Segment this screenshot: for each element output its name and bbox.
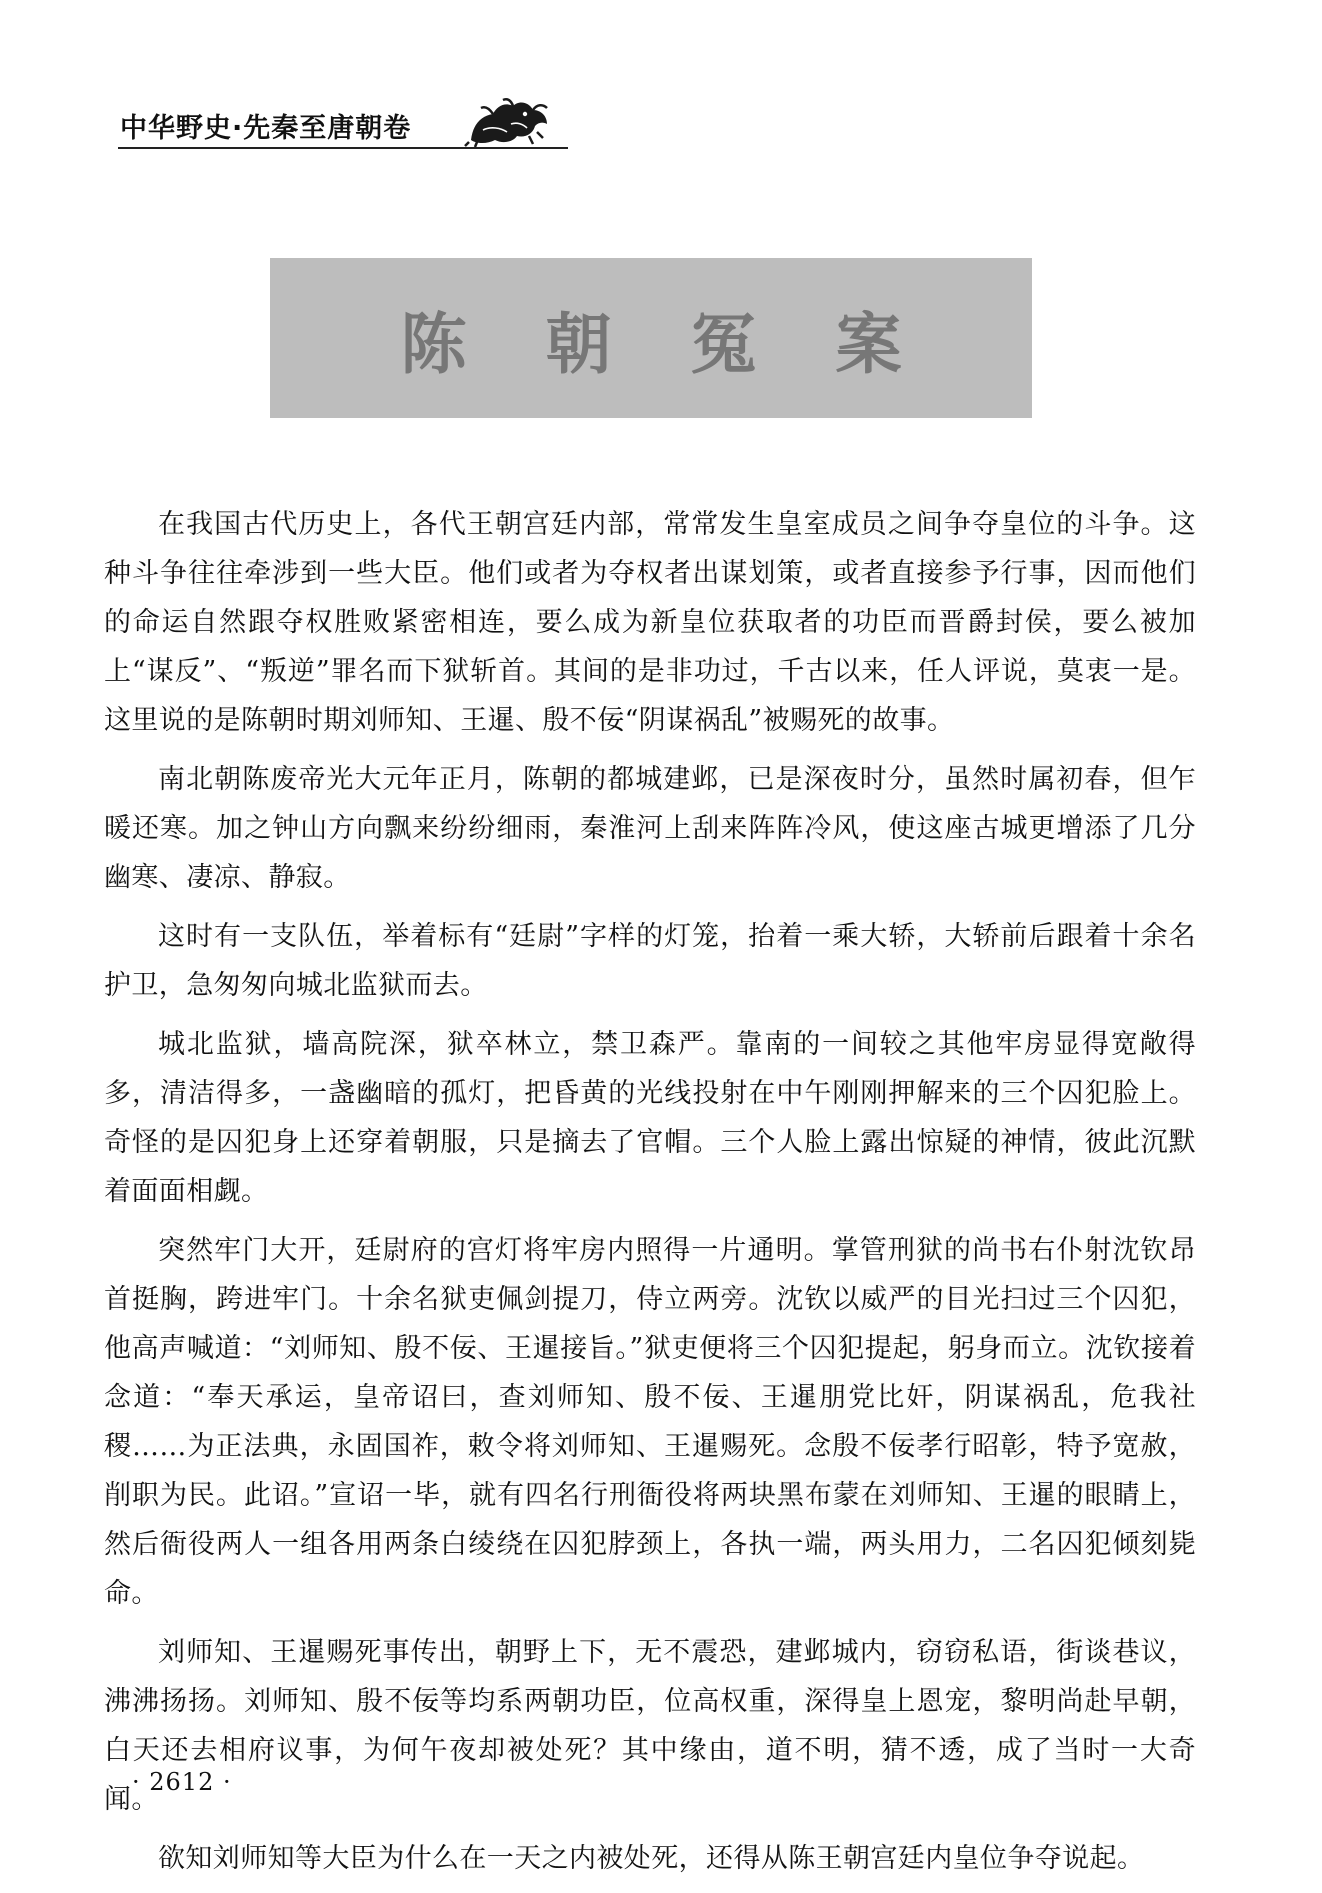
paragraph: 突然牢门大开，廷尉府的宫灯将牢房内照得一片通明。掌管刑狱的尚书右仆射沈钦昂首挺胸，跨进牢门。十余名狱吏佩剑提刀，侍立两旁。沈钦以威严的目光扫过三个囚犯，他高声喊道：“刘师知、殷不佞、王暹接旨。”狱吏便将三个囚犯提起，躬身而立。沈钦接着念道：“奉天承运，皇帝诏曰，查刘师知、殷不佞、王暹朋党比奸，阴谋祸乱，危我社稷……为正法典，永固国祚，敕令将刘师知、王暹赐死。念殷不佞孝行昭彰，特予宽赦，削职为民。此诏。”宣诏一毕，就有四名行刑衙役将两块黑布蒙在刘师知、王暹的眼睛上，然后衙役两人一组各用两条白绫绕在囚犯脖颈上，各执一端，两头用力，二名囚犯倾刻毙命。 xyxy=(104,1235,1196,1609)
page-number: · 2612 · xyxy=(132,1768,232,1796)
paragraph: 刘师知、王暹赐死事传出，朝野上下，无不震恐，建邺城内，窃窃私语，街谈巷议，沸沸扬扬。刘师知、殷不佞等均系两朝功臣，位高权重，深得皇上恩宠，黎明尚赴早朝，白天还去相府议事，为何午夜却被处死？其中缘由，道不明，猜不透，成了当时一大奇闻。 xyxy=(104,1637,1196,1815)
paragraph: 欲知刘师知等大臣为什么在一天之内被处死，还得从陈王朝宫廷内皇位争夺说起。 xyxy=(158,1843,1145,1874)
book-title: 中华野史·先秦至唐朝卷 xyxy=(120,113,412,144)
chapter-title: 陈 朝 冤 案 xyxy=(400,304,930,383)
paragraph: 这时有一支队伍，举着标有“廷尉”字样的灯笼，抬着一乘大轿，大轿前后跟着十余名护卫，急匆匆向城北监狱而去。 xyxy=(104,921,1196,1001)
body-text xyxy=(104,500,1196,1893)
header-rule xyxy=(118,147,568,149)
paragraph: 南北朝陈废帝光大元年正月，陈朝的都城建邺，已是深夜时分，虽然时属初春，但乍暖还寒。加之钟山方向飘来纷纷细雨，秦淮河上刮来阵阵冷风，使这座古城更增添了几分幽寒、凄凉、静寂。 xyxy=(104,764,1196,893)
running-header xyxy=(118,92,568,152)
chapter-title-box xyxy=(270,258,1032,418)
paragraph: 在我国古代历史上，各代王朝宫廷内部，常常发生皇室成员之间争夺皇位的斗争。这种斗争往往牵涉到一些大臣。他们或者为夺权者出谋划策，或者直接参予行事，因而他们的命运自然跟夺权胜败紧密相连，要么成为新皇位获取者的功臣而晋爵封侯，要么被加上“谋反”、“叛逆”罪名而下狱斩首。其间的是非功过，千古以来，任人评说，莫衷一是。这里说的是陈朝时期刘师知、王暹、殷不佞“阴谋祸乱”被赐死的故事。 xyxy=(104,509,1196,736)
dragon-emblem-icon xyxy=(463,94,555,148)
paragraph: 城北监狱，墙高院深，狱卒林立，禁卫森严。靠南的一间较之其他牢房显得宽敞得多，清洁得多，一盏幽暗的孤灯，把昏黄的光线投射在中午刚刚押解来的三个囚犯脸上。奇怪的是囚犯身上还穿着朝服，只是摘去了官帽。三个人脸上露出惊疑的神情，彼此沉默着面面相觑。 xyxy=(104,1029,1196,1207)
